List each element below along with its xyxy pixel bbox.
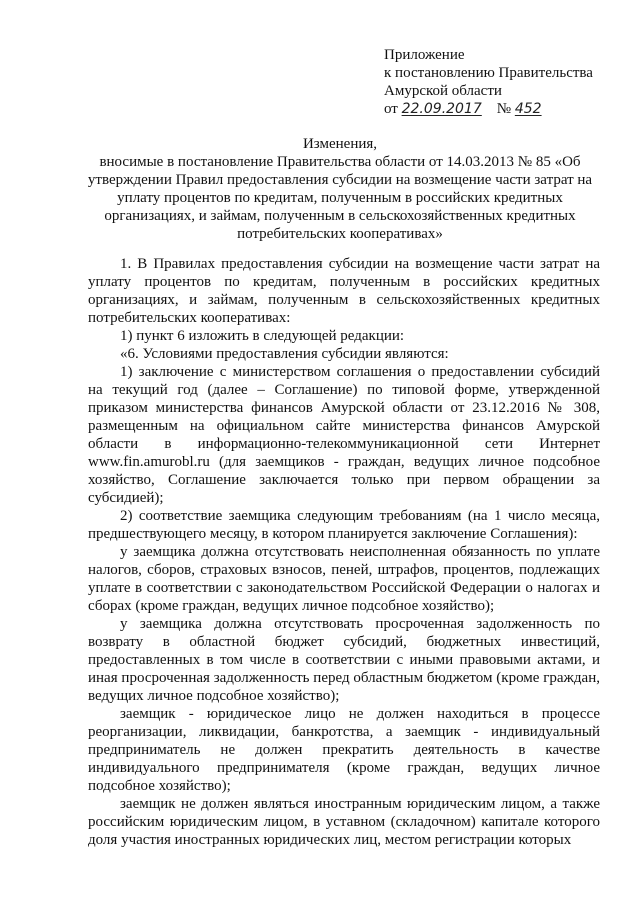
paragraph-1: 1. В Правилах предоставления субсидии на возмещение части затрат на уплату процентов по кредитам, полученным в российских кредитных организациях, и займам, полученным в сельскохозяйственных кредитных потребительских кооперативах: (88, 256, 600, 326)
title-subtitle: вносимые в постановление Правительства области от 14.03.2013 № 85 «Об утверждении Правил предоставления субсидии на возмещение части затрат на уплату процентов по кредитам, полученным в российских кредитных организациях, и займам, полученным в сельскохозяйственных кредитных потребительских кооперативах» (87, 154, 593, 242)
paragraph-7: у заемщика должна отсутствовать просроченная задолженность по возврату в областной бюджет субсидий, бюджетных инвестиций, предоставленных в том числе в соответствии с иными правовыми актами, и иная просроченная задолженность перед областным бюджетом (кроме граждан, ведущих личное подсобное хозяйство); (88, 616, 600, 704)
handwritten-number: 452 (514, 101, 542, 117)
number-prefix: № (496, 101, 512, 117)
appendix-line-3: Амурской области (384, 83, 502, 99)
paragraph-6: у заемщика должна отсутствовать неисполненная обязанность по уплате налогов, сборов, страховых взносов, пеней, штрафов, процентов, подлежащих уплате в соответствии с законодательством Российской Федерации о налогах и сборах (кроме граждан, ведущих личное подсобное хозяйство); (88, 544, 600, 614)
document-body (88, 255, 600, 849)
paragraph-8: заемщик - юридическое лицо не должен находиться в процессе реорганизации, ликвидации, банкротства, а заемщик - индивидуальный предприниматель не должен прекратить деятельность в качестве индивидуального предпринимателя (кроме граждан, ведущих личное подсобное хозяйство); (88, 706, 600, 794)
document-title (70, 135, 610, 243)
paragraph-2: 1) пункт 6 изложить в следующей редакции: (120, 328, 405, 344)
paragraph-9: заемщик не должен являться иностранным юридическим лицом, а также российским юридическим лицом, в уставном (складочном) капитале которого доля участия иностранных юридических лиц, местом регистрации которых (88, 796, 600, 848)
paragraph-3: «6. Условиями предоставления субсидии являются: (120, 346, 449, 362)
date-prefix: от (384, 101, 398, 117)
handwritten-date: 22.09.2017 (401, 101, 482, 117)
appendix-header (384, 46, 624, 118)
title-heading: Изменения, (302, 136, 378, 152)
appendix-line-2: к постановлению Правительства (384, 65, 593, 81)
paragraph-4: 1) заключение с министерством соглашения о предоставлении субсидий на текущий год (далее – Соглашение) по типовой форме, утвержденной приказом министерства финансов Амурской области от 23.12.2016 № 308, размещенным на официальном сайте министерства финансов Амурской области в информационно-телекоммуникационной сети Интернет www.fin.amurobl.ru (для заемщиков - граждан, ведущих личное подсобное хозяйство, Соглашение заключается только при первом обращении за субсидией); (88, 364, 600, 506)
appendix-date-line (384, 100, 624, 118)
paragraph-5: 2) соответствие заемщика следующим требованиям (на 1 число месяца, предшествующего месяцу, в котором планируется заключение Соглашения): (88, 508, 600, 542)
appendix-line-1: Приложение (384, 47, 465, 63)
